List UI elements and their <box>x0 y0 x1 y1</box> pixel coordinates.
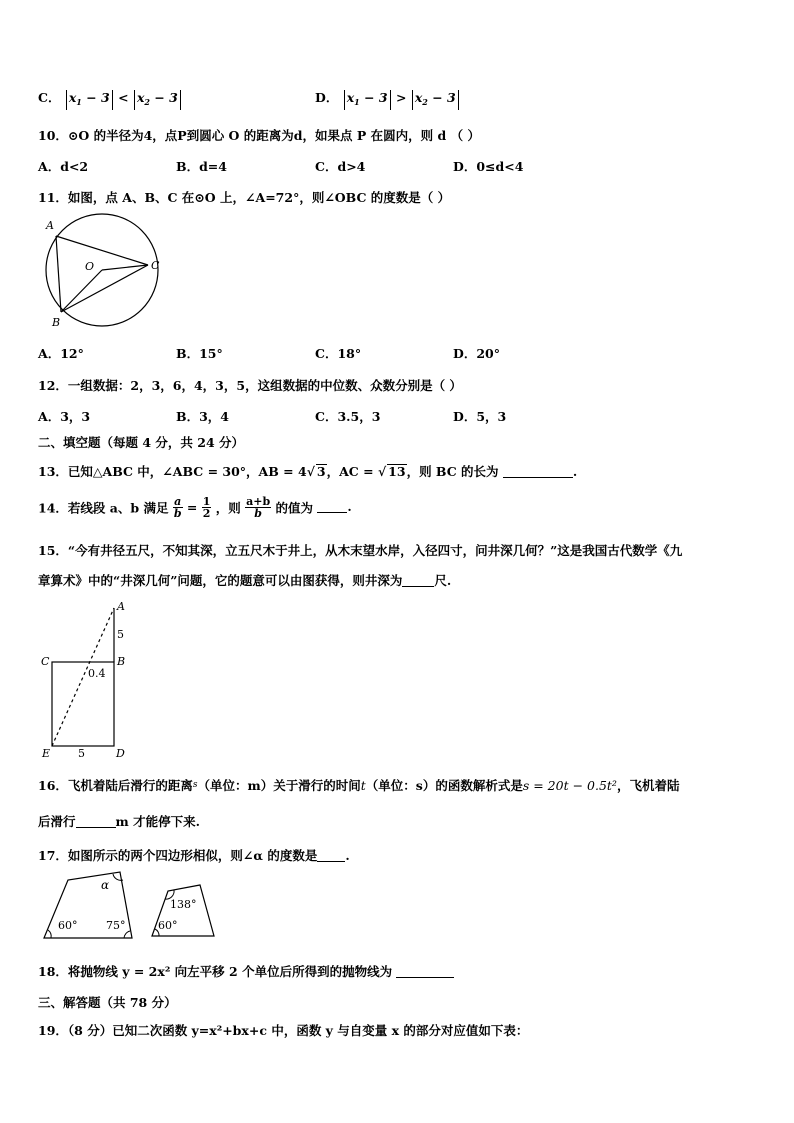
q11-option-d: D．20° <box>453 346 500 361</box>
q11-stem: 11．如图，点 A、B、C 在⊙O 上，∠A=72°，则∠OBC 的度数是（ ） <box>38 190 451 205</box>
q17-stem: 17．如图所示的两个四边形相似，则∠α 的度数是 . <box>38 848 350 863</box>
q19-stem: 19．（8 分）已知二次函数 y=x²+bx+c 中，函数 y 与自变量 x 的部分对应值如下表： <box>38 1023 529 1038</box>
option-label: D． <box>315 90 339 105</box>
label-60-left: 60° <box>58 919 78 932</box>
label-o: O <box>85 260 95 273</box>
label-a: A <box>117 600 125 613</box>
q15-stem-line2: 章算术》中的“井深几何”问题，它的题意可以由图获得，则井深为 尺. <box>38 573 452 588</box>
q13-stem: 13．已知△ABC 中，∠ABC = 30°，AB = 4√ 3，AC = √ 13，则 BC 的长为 . <box>38 464 578 479</box>
q16-formula: s = 20t − 0.5t² <box>522 778 617 793</box>
q11-option-c: C．18° <box>315 346 362 361</box>
q16-answer-blank[interactable] <box>76 827 116 828</box>
q16-stem-line1: 16．飞机着陆后滑行的距离$^s$（单位：m）关于滑行的时间t（单位：s）的函数解析式是s = 20t − 0.5t²，飞机着陆 <box>38 778 680 793</box>
option-label: C． <box>38 90 61 105</box>
q12-option-b: B．3，4 <box>176 409 229 424</box>
q11-option-b: B．15° <box>176 346 223 361</box>
section-heading-solutions: 三、解答题（共 78 分） <box>38 995 177 1010</box>
label-alpha: α <box>101 878 110 892</box>
fraction-a-plus-b-over-b: $\frac{a+b}{b}$ <box>246 495 271 520</box>
label-60-right: 60° <box>158 919 178 932</box>
label-75: 75° <box>106 919 126 932</box>
q9-option-c: C． $x_1 - 3 < x_2 - 3$ <box>38 88 182 110</box>
label-cb-length: 0.4 <box>88 667 106 680</box>
label-a: A <box>46 219 54 232</box>
q17-quadrilaterals-figure <box>40 868 225 942</box>
label-138: 138° <box>170 898 197 911</box>
q15-stem-line1: 15．“今有井径五尺，不知其深，立五尺木于井上，从木末望水岸，入径四寸，问井深几何？”这是我国古代数学《九 <box>38 543 683 558</box>
q18-answer-blank[interactable] <box>396 977 454 978</box>
q10-option-c: C．d>4 <box>315 159 366 174</box>
fraction-one-half: $\frac{1}{2}$ <box>202 495 211 520</box>
abs-expression: $x_2 - 3$ <box>412 90 459 110</box>
q14-answer-blank[interactable] <box>317 512 347 513</box>
q12-stem: 12．一组数据：2，3，6，4，3，5，这组数据的中位数、众数分别是（ ） <box>38 378 462 393</box>
q18-stem: 18．将抛物线 y = 2x² 向左平移 2 个单位后所得到的抛物线为 <box>38 962 454 980</box>
q12-option-d: D．5，3 <box>453 409 507 424</box>
q17-answer-blank[interactable] <box>317 861 345 862</box>
label-d: D <box>116 747 125 760</box>
label-ab-length: 5 <box>117 628 124 641</box>
q10-option-b: B．d=4 <box>176 159 227 174</box>
label-b: B <box>52 316 61 329</box>
q16-stem-line2: 后滑行 m 才能停下来. <box>38 814 200 829</box>
q9-option-d: D． $x_1 - 3 > x_2 - 3$ <box>315 88 460 110</box>
label-c: C <box>151 259 160 272</box>
q11-circle-figure <box>32 212 172 337</box>
abs-expression: $x_1 - 3$ <box>66 90 113 110</box>
q10-option-a: A．d<2 <box>38 159 89 174</box>
label-e: E <box>42 747 51 760</box>
abs-expression: $x_1 - 3$ <box>344 90 391 110</box>
label-ed-length: 5 <box>78 747 85 760</box>
q15-well-figure <box>36 598 136 760</box>
q15-answer-blank[interactable] <box>402 586 434 587</box>
q10-stem: 10．⊙O 的半径为4，点P到圆心 O 的距离为d，如果点 P 在圆内，则 d （ ） <box>38 128 480 143</box>
fraction-a-over-b: $\frac{a}{b}$ <box>173 495 182 520</box>
q14-stem: 14．若线段 a、b 满足 $\frac{a}{b}$ = $\frac{1}{2}$ ，则 $\frac{a+b}{b}$ 的值为 . <box>38 495 352 520</box>
label-c: C <box>41 655 50 668</box>
q11-option-a: A．12° <box>38 346 84 361</box>
q12-option-a: A．3，3 <box>38 409 91 424</box>
q12-option-c: C．3.5，3 <box>315 409 381 424</box>
label-b: B <box>117 655 126 668</box>
q10-option-d: D．0≤d<4 <box>453 159 524 174</box>
section-heading-fill-in: 二、填空题（每题 4 分，共 24 分） <box>38 435 245 450</box>
q13-answer-blank[interactable] <box>503 477 573 478</box>
abs-expression: $x_2 - 3$ <box>134 90 181 110</box>
